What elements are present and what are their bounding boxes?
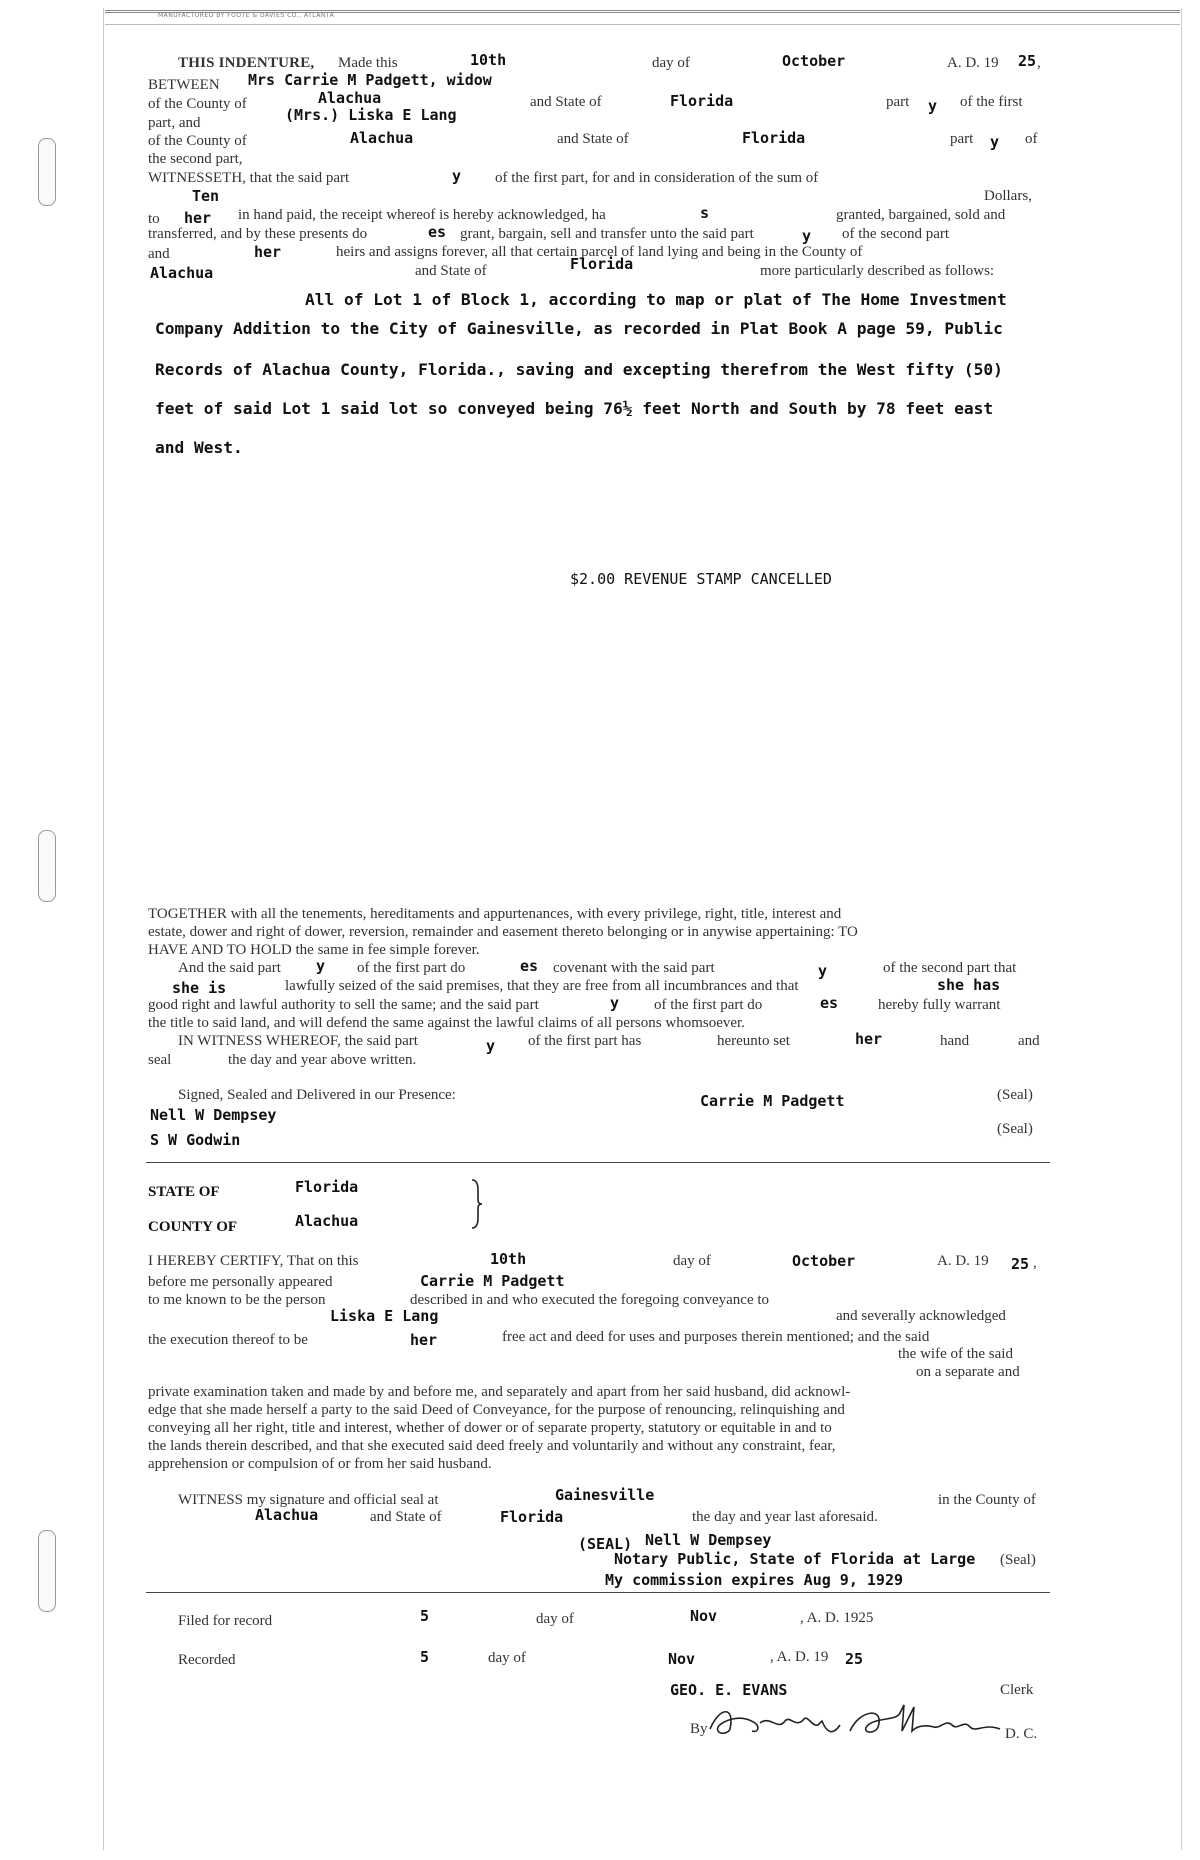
and-state-label-2: and State of bbox=[557, 131, 629, 147]
of-county-label-2: of the County of bbox=[148, 133, 247, 149]
top-rule bbox=[105, 24, 1180, 25]
ack-day: 10th bbox=[490, 1250, 527, 1268]
has-suffix: s bbox=[700, 204, 710, 222]
left-margin-rule bbox=[103, 8, 104, 1850]
witnesseth: WITNESSETH, that the said part bbox=[148, 170, 350, 186]
description-line: feet of said Lot 1 said lot so conveyed being 76½ feet North and South by 78 feet east bbox=[155, 399, 994, 418]
dc-label: D. C. bbox=[1005, 1726, 1038, 1742]
signed-sealed: Signed, Sealed and Delivered in our Presence: bbox=[178, 1087, 456, 1103]
brace-icon bbox=[470, 1178, 484, 1230]
part-suffix-4: y bbox=[802, 227, 812, 245]
deputy-clerk-signature bbox=[700, 1701, 1005, 1741]
granted-text: granted, bargained, sold and bbox=[836, 207, 1006, 223]
and-state-of-2: and State of bbox=[370, 1509, 442, 1525]
fully-warrant: hereby fully warrant bbox=[878, 997, 1001, 1013]
of-second-part-text: of the second part bbox=[842, 226, 950, 242]
before-me: before me personally appeared bbox=[148, 1274, 333, 1290]
notary-seal-mark: (SEAL) bbox=[578, 1535, 633, 1553]
receipt-text: in hand paid, the receipt whereof is hereby acknowledged, ha bbox=[238, 207, 606, 223]
grantor-county: Alachua bbox=[318, 89, 382, 107]
to-her: her bbox=[184, 209, 212, 227]
recorded-month: Nov bbox=[668, 1650, 696, 1668]
county-of-label: COUNTY OF bbox=[148, 1219, 238, 1235]
description-line: and West. bbox=[155, 438, 243, 457]
and-state-label-3: and State of bbox=[415, 263, 487, 279]
ack-grantee: Liska E Lang bbox=[330, 1307, 439, 1325]
recording-divider bbox=[146, 1592, 1050, 1593]
binder-hole bbox=[38, 138, 56, 206]
private-examination: the lands therein described, and that she executed said deed freely and voluntarily and without any constraint, fear, bbox=[148, 1438, 836, 1454]
second-part-label: the second part, bbox=[148, 151, 243, 167]
part-suffix-7: y bbox=[610, 994, 620, 1012]
ack-year: 25 bbox=[1011, 1255, 1030, 1273]
transferred-text: transferred, and by these presents do bbox=[148, 226, 368, 242]
description-line: Records of Alachua County, Florida., saving and excepting therefrom the West fifty (50) bbox=[155, 360, 1003, 379]
section-divider bbox=[146, 1162, 1050, 1163]
deed-day: 10th bbox=[470, 51, 507, 69]
part-suffix-8: y bbox=[486, 1037, 496, 1055]
notary-name: Nell W Dempsey bbox=[645, 1531, 772, 1549]
filed-day-of: day of bbox=[536, 1611, 574, 1627]
part-and-label: part, and bbox=[148, 115, 201, 131]
day-last: the day and year last aforesaid. bbox=[692, 1509, 878, 1525]
part-label-2: part bbox=[950, 131, 974, 147]
grantor-state: Florida bbox=[670, 92, 734, 110]
recorded-label: Recorded bbox=[178, 1652, 236, 1668]
part-suffix-6: y bbox=[818, 962, 828, 980]
seal-1: (Seal) bbox=[997, 1087, 1033, 1103]
description-line: All of Lot 1 of Block 1, according to map or plat of The Home Investment bbox=[305, 290, 1007, 309]
ack-person: Carrie M Padgett bbox=[420, 1272, 565, 1290]
private-examination: apprehension or compulsion of or from her said husband. bbox=[148, 1456, 492, 1472]
comma-2: , bbox=[1033, 1255, 1037, 1271]
recorded-ad: , A. D. 19 bbox=[770, 1649, 829, 1665]
severally-acknowledged: and severally acknowledged bbox=[836, 1308, 1006, 1324]
ack-ad: A. D. 19 bbox=[937, 1253, 989, 1269]
and-state-label: and State of bbox=[530, 94, 602, 110]
part-label: part bbox=[886, 94, 910, 110]
hand-label: hand bbox=[940, 1033, 970, 1049]
in-county-of: in the County of bbox=[938, 1492, 1036, 1508]
recorded-day: 5 bbox=[420, 1648, 430, 1666]
covenant-c: covenant with the said part bbox=[553, 960, 715, 976]
she-has: she has bbox=[937, 976, 1001, 994]
by-label: By bbox=[690, 1721, 708, 1737]
title-defend: the title to said land, and will defend the same against the lawful claims of all persons whomsoever. bbox=[148, 1015, 745, 1031]
does-suffix: es bbox=[428, 223, 447, 241]
described-executed: described in and who executed the foregoing conveyance to bbox=[410, 1292, 770, 1308]
covenant-b: of the first part do bbox=[357, 960, 466, 976]
witness-1: Nell W Dempsey bbox=[150, 1106, 277, 1124]
filed-ad: , A. D. 1925 bbox=[800, 1610, 874, 1626]
part-suffix-3: y bbox=[452, 167, 462, 185]
notary-commission: My commission expires Aug 9, 1929 bbox=[605, 1571, 904, 1589]
more-particularly: more particularly described as follows: bbox=[760, 263, 995, 279]
this-indenture: THIS INDENTURE, bbox=[178, 55, 315, 71]
description-line: Company Addition to the City of Gainesville, as recorded in Plat Book A page 59, Public bbox=[155, 319, 1003, 338]
comma: , bbox=[1037, 55, 1041, 71]
made-this-label: Made this bbox=[338, 55, 398, 71]
and-label-2: and bbox=[1018, 1033, 1040, 1049]
between-label: BETWEEN bbox=[148, 77, 220, 93]
does-suffix-3: es bbox=[820, 994, 839, 1012]
wife-of: the wife of the said bbox=[898, 1346, 1013, 1362]
of-the-first-label: of the first bbox=[960, 94, 1023, 110]
day-of-label: day of bbox=[652, 55, 690, 71]
witness-her: her bbox=[855, 1030, 883, 1048]
clerk-label: Clerk bbox=[1000, 1682, 1034, 1698]
lawfully-seized: lawfully seized of the said premises, that they are free from all incumbrances and that bbox=[285, 978, 799, 994]
of-county-label: of the County of bbox=[148, 96, 247, 112]
witness-2: S W Godwin bbox=[150, 1131, 241, 1149]
ack-day-of: day of bbox=[673, 1253, 711, 1269]
ack-state: Florida bbox=[295, 1178, 359, 1196]
covenant-a: And the said part bbox=[178, 960, 281, 976]
ad-label: A. D. 19 bbox=[947, 55, 999, 71]
clerk-name: GEO. E. EVANS bbox=[670, 1681, 788, 1699]
private-examination: private examination taken and made by and before me, and separately and apart from her said husband, did acknowl- bbox=[148, 1384, 851, 1400]
to-me-known: to me known to be the person bbox=[148, 1292, 326, 1308]
on-separate: on a separate and bbox=[916, 1364, 1020, 1380]
recorded-year: 25 bbox=[845, 1650, 864, 1668]
she-is: she is bbox=[172, 979, 227, 997]
private-examination: edge that she made herself a party to the said Deed of Conveyance, for the purpose of renouncing, relinquishing and bbox=[148, 1402, 845, 1418]
day-year-above: the day and year above written. bbox=[228, 1052, 417, 1068]
consideration-sum: Ten bbox=[192, 187, 220, 205]
grantor-name: Mrs Carrie M Padgett, widow bbox=[248, 71, 492, 89]
deed-month: October bbox=[782, 52, 846, 70]
seal-label: seal bbox=[148, 1052, 172, 1068]
dollars-label: Dollars, bbox=[984, 188, 1032, 204]
execution-thereof: the execution thereof to be bbox=[148, 1332, 308, 1348]
deed-year: 25 bbox=[1018, 52, 1037, 70]
filed-label: Filed for record bbox=[178, 1613, 273, 1629]
good-right: good right and lawful authority to sell the same; and the said part bbox=[148, 997, 539, 1013]
notary-state: Florida bbox=[500, 1508, 564, 1526]
witness-signature-label: WITNESS my signature and official seal at bbox=[178, 1492, 439, 1508]
notary-seal-end: (Seal) bbox=[1000, 1552, 1036, 1568]
manufacturer-line: MANUFACTURED BY FOOTE & DAVIES CO., ATLANTA bbox=[158, 12, 335, 19]
recorded-day-of: day of bbox=[488, 1650, 526, 1666]
private-examination: conveying all her right, title and interest, whether of dower or of separate property, statutory or equitable in and to bbox=[148, 1420, 832, 1436]
land-state: Florida bbox=[570, 255, 634, 273]
right-margin-rule bbox=[1181, 8, 1182, 1850]
binder-hole bbox=[38, 1530, 56, 1612]
ack-month: October bbox=[792, 1252, 856, 1270]
ack-county: Alachua bbox=[295, 1212, 359, 1230]
first-part-has: of the first part has bbox=[528, 1033, 642, 1049]
grant-bargain-text: grant, bargain, sell and transfer unto the said part bbox=[460, 226, 754, 242]
land-county: Alachua bbox=[150, 264, 214, 282]
together-line: HAVE AND TO HOLD the same in fee simple forever. bbox=[148, 942, 480, 958]
first-part-do: of the first part do bbox=[654, 997, 763, 1013]
part-suffix-2: y bbox=[990, 133, 1000, 151]
together-line: estate, dower and right of dower, reversion, remainder and easement thereto belonging or in anywise appertaining: TO bbox=[148, 924, 858, 940]
does-suffix-2: es bbox=[520, 957, 539, 975]
grantee-state: Florida bbox=[742, 129, 806, 147]
in-witness: IN WITNESS WHEREOF, the said part bbox=[178, 1033, 418, 1049]
filed-month: Nov bbox=[690, 1607, 718, 1625]
state-of-label: STATE OF bbox=[148, 1184, 220, 1200]
of-label: of bbox=[1025, 131, 1038, 147]
seal-2: (Seal) bbox=[997, 1121, 1033, 1137]
part-suffix: y bbox=[928, 97, 938, 115]
together-line: TOGETHER with all the tenements, hereditaments and appurtenances, with every privilege, right, title, interest and bbox=[148, 906, 842, 922]
hereby-certify: I HEREBY CERTIFY, That on this bbox=[148, 1253, 359, 1269]
revenue-stamp-note: $2.00 REVENUE STAMP CANCELLED bbox=[570, 570, 832, 588]
hereunto-set: hereunto set bbox=[717, 1033, 790, 1049]
free-act: free act and deed for uses and purposes therein mentioned; and the said bbox=[502, 1329, 930, 1345]
grantor-signature: Carrie M Padgett bbox=[700, 1092, 845, 1110]
consideration-text: of the first part, for and in consideration of the sum of bbox=[495, 170, 819, 186]
notary-title: Notary Public, State of Florida at Large bbox=[614, 1550, 976, 1568]
part-suffix-5: y bbox=[316, 957, 326, 975]
grantee-name: (Mrs.) Liska E Lang bbox=[285, 106, 457, 124]
heirs-assigns-text: heirs and assigns forever, all that certain parcel of land lying and being in the County of bbox=[336, 244, 863, 260]
to-label: to bbox=[148, 211, 160, 227]
notary-county: Alachua bbox=[255, 1506, 319, 1524]
filed-day: 5 bbox=[420, 1607, 430, 1625]
binder-hole bbox=[38, 830, 56, 902]
notary-city: Gainesville bbox=[555, 1486, 655, 1504]
covenant-d: of the second part that bbox=[883, 960, 1017, 976]
heirs-her: her bbox=[254, 243, 282, 261]
ack-her: her bbox=[410, 1331, 438, 1349]
and-label: and bbox=[148, 246, 170, 262]
grantee-county: Alachua bbox=[350, 129, 414, 147]
